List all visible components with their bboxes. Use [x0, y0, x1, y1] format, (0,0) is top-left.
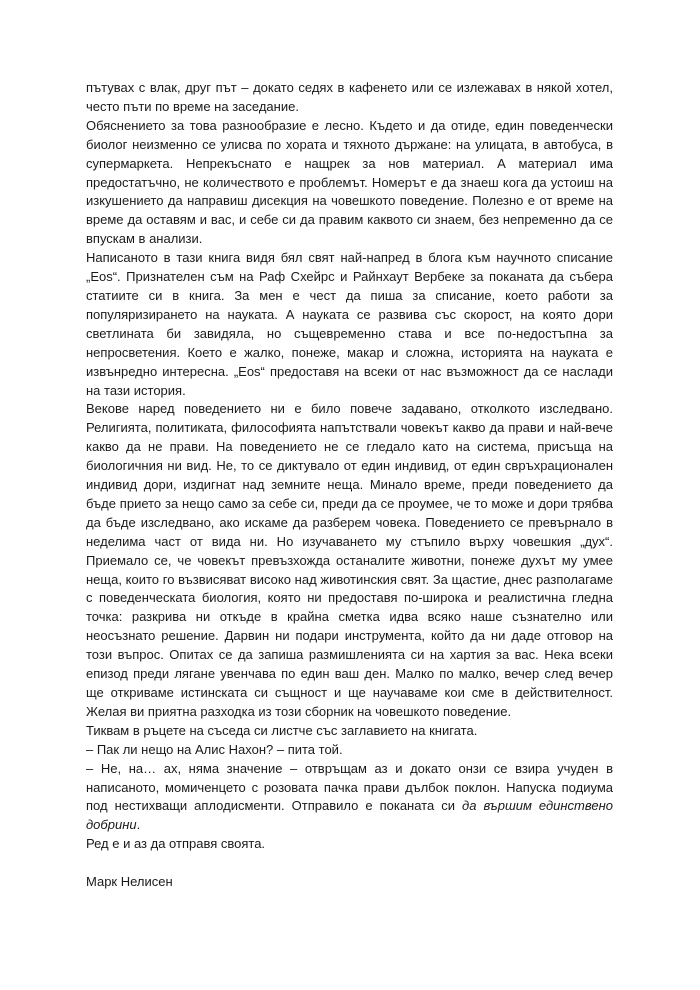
italic-invitation: да вършим единствено добрини — [86, 798, 613, 833]
dialogue-line-answer — [86, 760, 613, 836]
paragraph-closing: Ред е и аз да отправя своята. — [86, 836, 266, 852]
sentence-end: . — [136, 817, 141, 833]
dialogue-line-question: – Пак ли нещо на Алис Нахон? – пита той. — [86, 741, 343, 757]
paragraph-eos-blog: Написаното в тази книга видя бял свят най-напред в блога към научното списание „Eos“. Признателен съм на Раф Схейрс и Райнхаут Вербеке за поканата да събера статиите си в книга. За мен е чест да пиша за списание, което работи за популяризирането на науката. А науката се развива със скорост, на която дори светлината би завидяла, но същевременно става и все по-недостъпна за непросветения. Което е жалко, понеже, макар и сложна, историята на науката е извънредно интересна. „Eos“ предоставя на всеки от нас възможност да се наслади на тази история. — [86, 250, 613, 398]
author-signature: Марк Нелисен — [86, 874, 173, 890]
dialogue-answer-text: – Не, на… ах, няма значение – отвръщам аз и докато онзи се взира учуден в написаното, момиченцето с розовата пачка прави дълбок поклон. Напуска подиума под нестихващи аплодисменти. Отправило е поканата си — [86, 760, 613, 814]
document-body — [86, 79, 613, 892]
paragraph-explanation: Обяснението за това разнообразие е лесно. Където и да отиде, един поведенчески биолог неизменно се улисва по хората и тяхното държане: на улицата, в автобуса, в супермаркета. Непрекъснато е нащрек за нов материал. А материал има предостатъчно, не количеството е проблемът. Номерът е да знаеш кога да устоиш на изкушението да направиш дисекция на човешкото поведение. Полезно е от време на време да оставям и вас, и себе си да правим каквото си знаем, без непременно да се впускам в анализи. — [86, 117, 613, 247]
paragraph-behavior-history: Векове наред поведението ни е било повече задавано, отколкото изследвано. Религията, политиката, философията напътствали човекът какво да прави и най-вече какво да не прави. На поведението не се гледало като на система, присъща на биологичния ни вид. Не, то се диктувало от един индивид, от един свръхрационален индивид дори, издигнат над земните неща. Минало време, преди поведението да бъде прието за нещо само за себе си, преди да се проумее, че то може и дори трябва да бъде изследвано, ако искаме да разберем човека. Поведението се превърнало в неделима част от вида ни. Но изучаването му стъпило върху човешкия „дух“. Приемало се, че човекът превъзхожда останалите животни, понеже духът му умее неща, които го възвисяват високо над животинския свят. За щастие, днес разполагаме с поведенческата биология, която ни предоставя по-широка и реалистична гледна точка: разкрива ни откъде в крайна сметка идва всяко наше съзнателно или неосъзнато решение. Дарвин ни подари инструмента, който да ни даде отговор на този въпрос. Опитах се да запиша размишленията си на хартия за вас. Нека всеки епизод преди лягане увенчава по един ваш ден. Малко по малко, вечер след вечер ще откриваме истинската си същност и ще научаваме кои сме в действителност. Желая ви приятна разходка из този сборник на човешкото поведение. — [86, 401, 613, 719]
paragraph-neighbor: Тиквам в ръцете на съседа си листче със заглавието на книгата. — [86, 722, 478, 738]
paragraph-continuation: пътувах с влак, друг път – докато седях в кафенето или се излежавах в някой хотел, често пъти по време на заседание. — [86, 80, 613, 114]
